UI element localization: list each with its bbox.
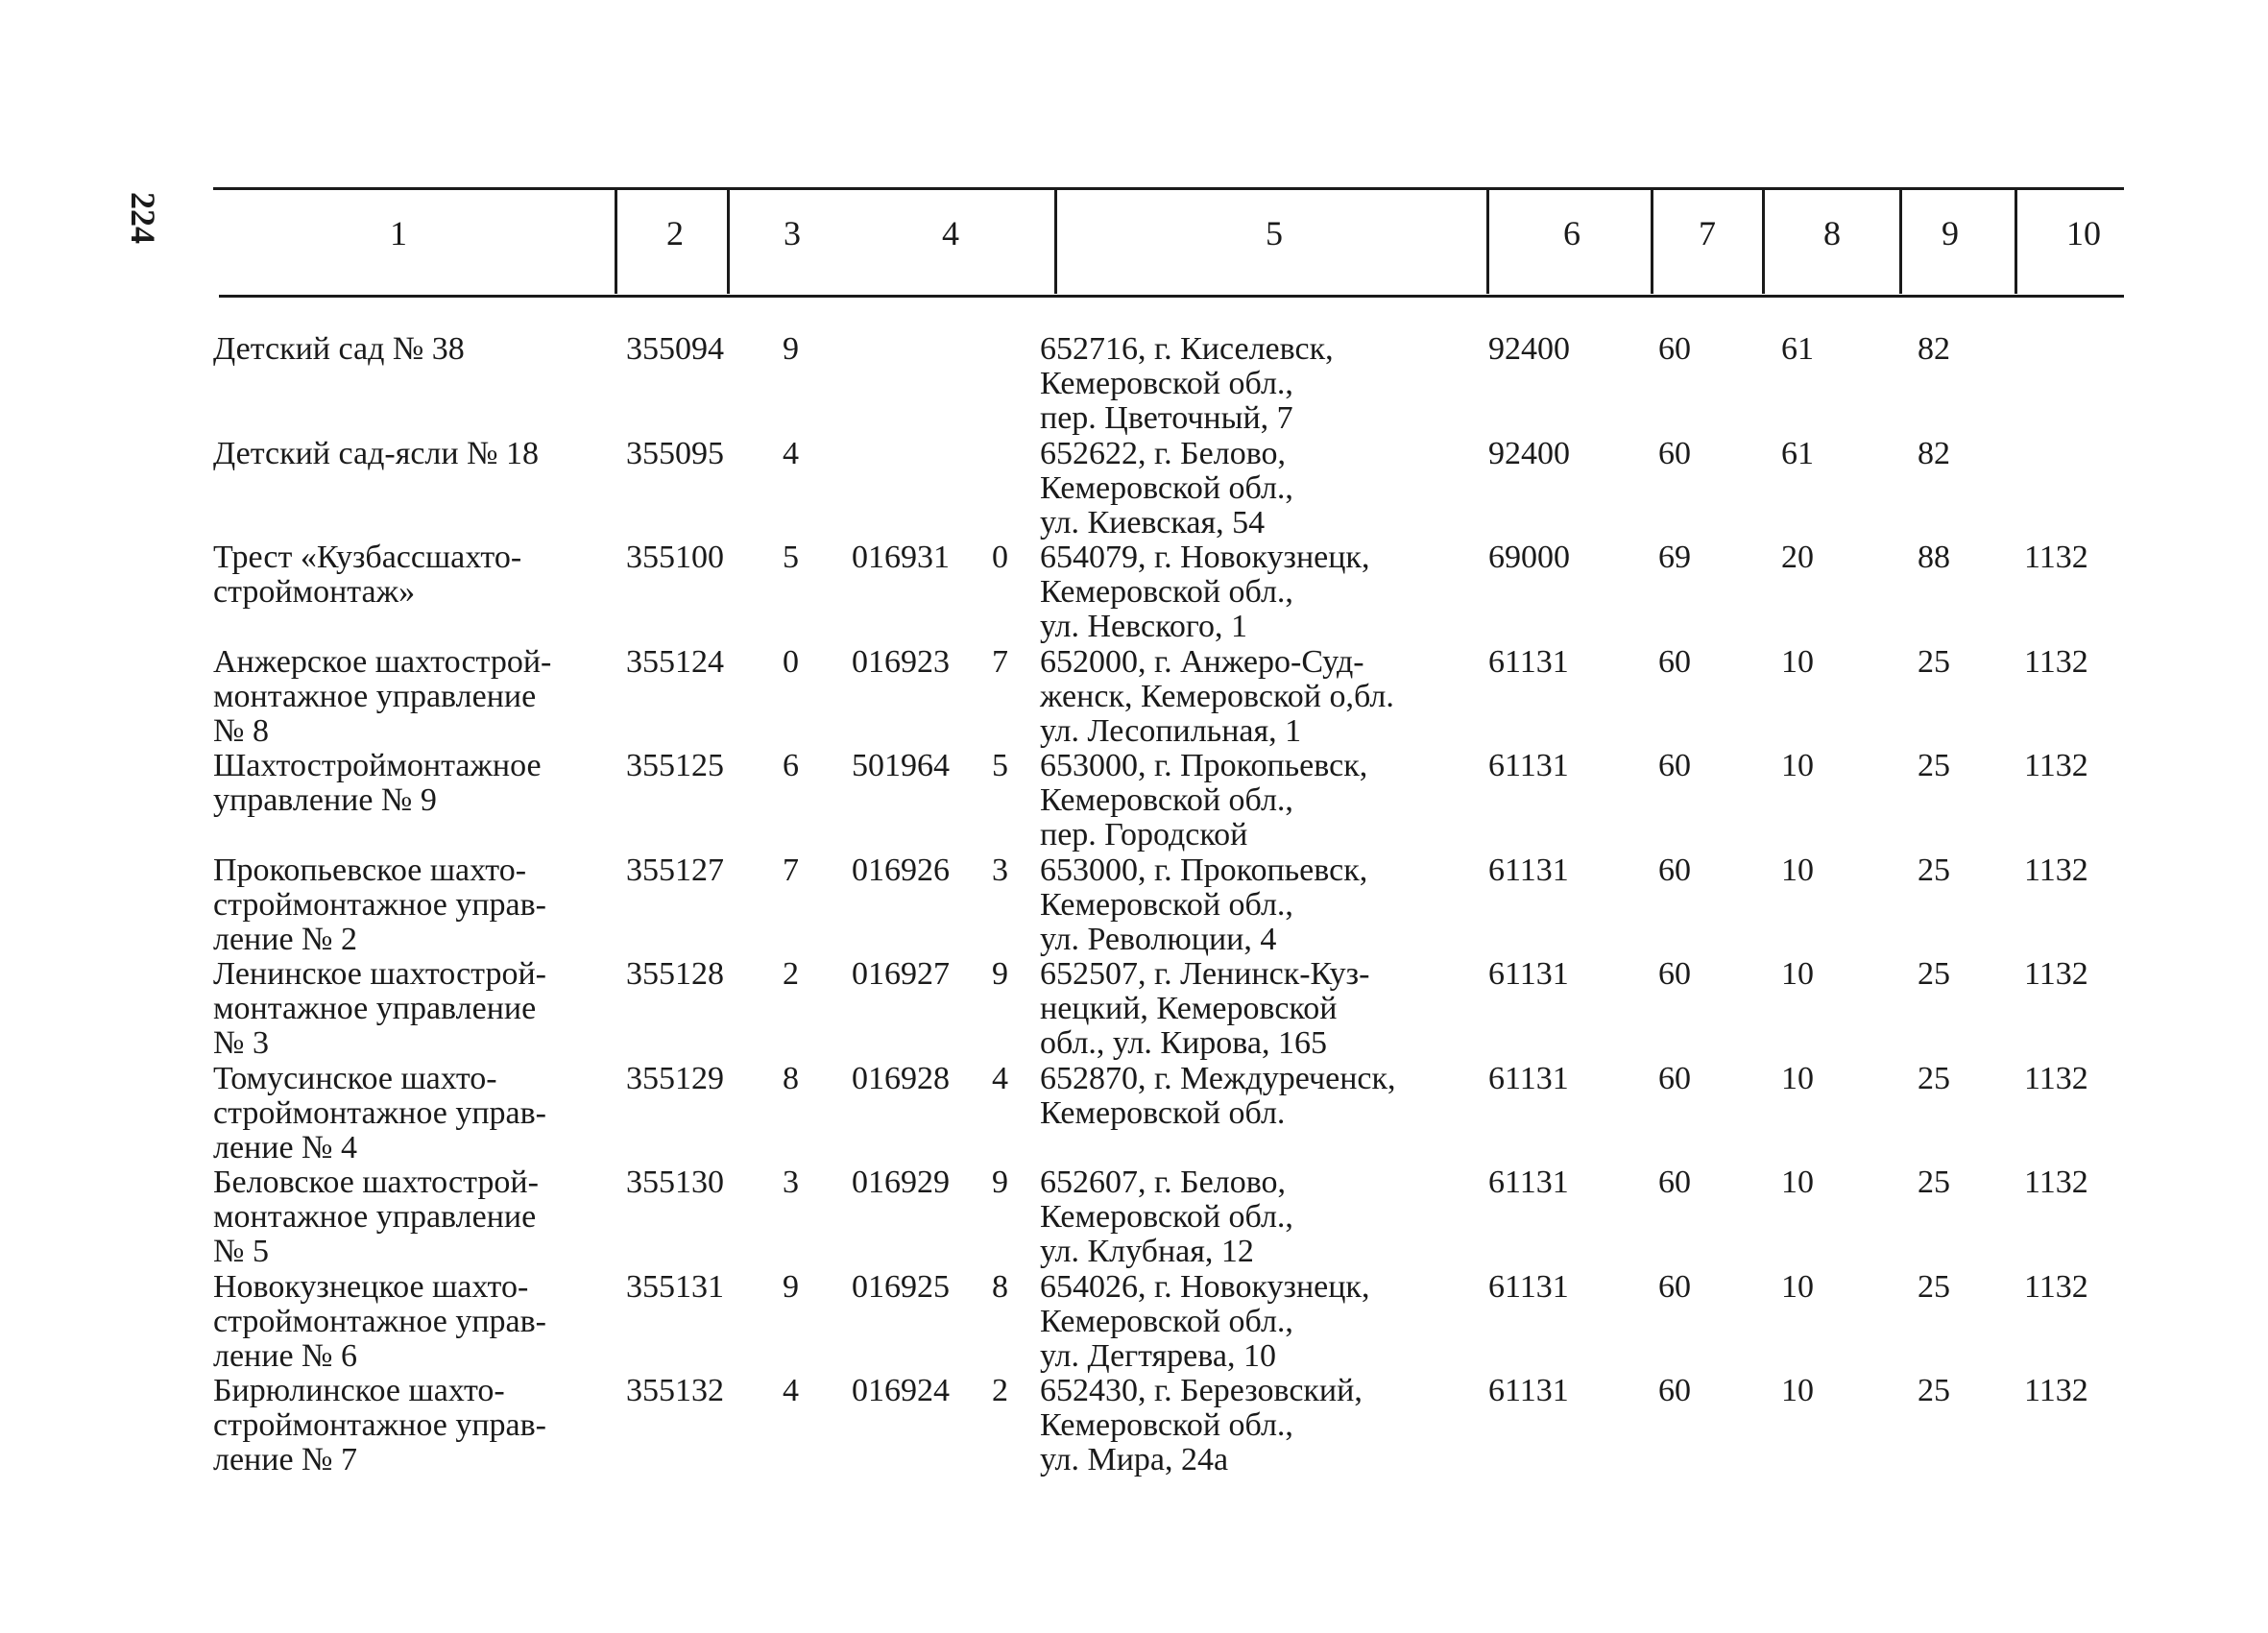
row-code: 355130 [626,1165,724,1200]
row-col-9: 25 [1918,1373,1950,1408]
row-okpo: 016926 [852,853,950,888]
row-address: 654026, г. Новокузнецк, Кемеровской обл., ул. Дегтярева, 10 [1040,1269,1370,1374]
row-col-9: 25 [1918,853,1950,888]
row-col-9: 25 [1918,1061,1950,1096]
row-okpo-check: 0 [992,540,1008,575]
row-okpo: 016924 [852,1373,950,1408]
row-code: 355132 [626,1373,724,1408]
row-okpo: 016929 [852,1165,950,1200]
row-col-7: 60 [1658,1061,1691,1096]
row-col-10: 1132 [2024,853,2088,888]
row-name: Анжерское шахтострой- монтажное управление № 8 [213,644,552,749]
row-name: Детский сад № 38 [213,331,465,367]
row-okpo-check: 4 [992,1061,1008,1096]
row-col-7: 69 [1658,540,1691,575]
row-address: 653000, г. Прокопьевск, Кемеровской обл., ул. Революции, 4 [1040,853,1368,957]
header-col-9: 9 [1942,214,1959,252]
header-col-2: 2 [666,214,684,252]
row-col-6: 92400 [1488,436,1570,471]
row-okpo-check: 7 [992,644,1008,680]
row-check-digit: 9 [783,1269,799,1305]
page-number: 224 [124,192,162,244]
row-col-6: 61131 [1488,748,1569,783]
header-col-1: 1 [390,214,407,252]
row-code: 355128 [626,956,724,992]
row-col-9: 88 [1918,540,1950,575]
row-okpo: 016931 [852,540,950,575]
row-name: Томусинское шахто- строймонтажное управ- ление № 4 [213,1061,546,1165]
row-col-8: 61 [1781,331,1814,367]
row-col-8: 10 [1781,644,1814,680]
row-col-10: 1132 [2024,540,2088,575]
row-col-6: 92400 [1488,331,1570,367]
row-col-9: 82 [1918,436,1950,471]
row-okpo: 016925 [852,1269,950,1305]
row-col-8: 20 [1781,540,1814,575]
row-col-6: 61131 [1488,1165,1569,1200]
row-okpo-check: 9 [992,956,1008,992]
row-col-7: 60 [1658,331,1691,367]
row-address: 652870, г. Междуреченск, Кемеровской обл. [1040,1061,1396,1131]
row-okpo: 016927 [852,956,950,992]
row-address: 652000, г. Анжеро-Суд- женск, Кемеровской о,бл. ул. Лесопильная, 1 [1040,644,1394,749]
row-col-8: 10 [1781,1061,1814,1096]
row-col-7: 60 [1658,1269,1691,1305]
row-name: Беловское шахтострой- монтажное управление № 5 [213,1165,539,1269]
row-col-10: 1132 [2024,956,2088,992]
header-divider [1651,190,1653,294]
header-bottom-rule [219,295,2124,298]
row-address: 652622, г. Белово, Кемеровской обл., ул. Киевская, 54 [1040,436,1293,540]
header-col-8: 8 [1823,214,1841,252]
row-col-8: 10 [1781,1269,1814,1305]
row-check-digit: 4 [783,1373,799,1408]
row-code: 355131 [626,1269,724,1305]
row-col-6: 61131 [1488,853,1569,888]
row-name: Бирюлинское шахто- строймонтажное управ- ление № 7 [213,1373,546,1477]
row-col-10: 1132 [2024,1269,2088,1305]
row-check-digit: 2 [783,956,799,992]
row-check-digit: 6 [783,748,799,783]
header-col-4: 4 [942,214,959,252]
row-check-digit: 9 [783,331,799,367]
row-col-9: 25 [1918,748,1950,783]
row-check-digit: 4 [783,436,799,471]
row-check-digit: 7 [783,853,799,888]
row-check-digit: 3 [783,1165,799,1200]
row-col-6: 61131 [1488,1373,1569,1408]
row-col-7: 60 [1658,644,1691,680]
row-okpo-check: 9 [992,1165,1008,1200]
row-address: 653000, г. Прокопьевск, Кемеровской обл., пер. Городской [1040,748,1368,853]
row-col-9: 25 [1918,956,1950,992]
header-divider [1054,190,1057,294]
header-col-7: 7 [1699,214,1716,252]
row-name: Детский сад-ясли № 18 [213,436,540,471]
row-col-10: 1132 [2024,1061,2088,1096]
row-col-9: 25 [1918,1269,1950,1305]
row-code: 355100 [626,540,724,575]
row-name: Ленинское шахтострой- монтажное управление № 3 [213,956,546,1061]
row-okpo-check: 8 [992,1269,1008,1305]
row-check-digit: 5 [783,540,799,575]
row-name: Новокузнецкое шахто- строймонтажное управ- ление № 6 [213,1269,546,1374]
row-name: Трест «Кузбассшахто- строймонтаж» [213,540,522,610]
row-code: 355124 [626,644,724,680]
row-okpo: 016923 [852,644,950,680]
row-okpo-check: 5 [992,748,1008,783]
row-col-6: 69000 [1488,540,1570,575]
row-col-10: 1132 [2024,1165,2088,1200]
header-divider [727,190,730,294]
header-col-3: 3 [784,214,801,252]
row-code: 355095 [626,436,724,471]
header-col-6: 6 [1563,214,1580,252]
row-col-8: 10 [1781,748,1814,783]
row-code: 355125 [626,748,724,783]
row-col-7: 60 [1658,1165,1691,1200]
row-address: 652430, г. Березовский, Кемеровской обл., ул. Мира, 24а [1040,1373,1363,1477]
header-top-rule [213,187,2124,190]
row-col-9: 25 [1918,644,1950,680]
row-okpo: 016928 [852,1061,950,1096]
row-col-10: 1132 [2024,644,2088,680]
row-address: 652607, г. Белово, Кемеровской обл., ул. Клубная, 12 [1040,1165,1293,1269]
row-col-8: 10 [1781,1165,1814,1200]
header-divider [1899,190,1902,294]
row-code: 355127 [626,853,724,888]
row-col-6: 61131 [1488,1061,1569,1096]
row-code: 355094 [626,331,724,367]
row-col-9: 82 [1918,331,1950,367]
row-address: 652716, г. Киселевск, Кемеровской обл., пер. Цветочный, 7 [1040,331,1334,436]
row-okpo: 501964 [852,748,950,783]
row-col-6: 61131 [1488,644,1569,680]
row-col-7: 60 [1658,1373,1691,1408]
row-okpo-check: 2 [992,1373,1008,1408]
header-divider [615,190,617,294]
row-code: 355129 [626,1061,724,1096]
row-check-digit: 0 [783,644,799,680]
row-col-10: 1132 [2024,748,2088,783]
header-divider [1762,190,1765,294]
row-col-8: 10 [1781,853,1814,888]
row-check-digit: 8 [783,1061,799,1096]
row-col-10: 1132 [2024,1373,2088,1408]
row-name: Прокопьевское шахто- строймонтажное управ- ление № 2 [213,853,546,957]
row-col-7: 60 [1658,748,1691,783]
row-col-9: 25 [1918,1165,1950,1200]
row-col-6: 61131 [1488,956,1569,992]
row-col-7: 60 [1658,956,1691,992]
row-col-7: 60 [1658,436,1691,471]
row-address: 654079, г. Новокузнецк, Кемеровской обл., ул. Невского, 1 [1040,540,1370,644]
row-address: 652507, г. Ленинск-Куз- нецкий, Кемеровской обл., ул. Кирова, 165 [1040,956,1370,1061]
header-col-5: 5 [1266,214,1283,252]
row-col-8: 61 [1781,436,1814,471]
row-col-6: 61131 [1488,1269,1569,1305]
header-col-10: 10 [2066,214,2101,252]
header-divider [2015,190,2017,294]
header-divider [1486,190,1489,294]
row-name: Шахтостроймонтажное управление № 9 [213,748,542,818]
row-col-8: 10 [1781,956,1814,992]
row-col-7: 60 [1658,853,1691,888]
row-okpo-check: 3 [992,853,1008,888]
row-col-8: 10 [1781,1373,1814,1408]
